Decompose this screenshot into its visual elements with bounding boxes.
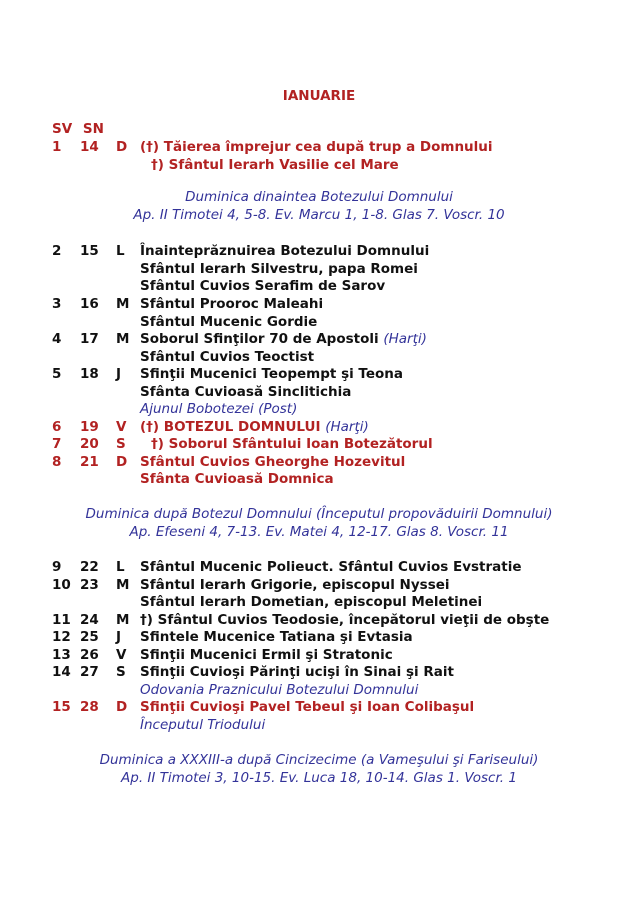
header-sn: SN — [82, 121, 104, 137]
row-sn: 23 — [80, 577, 99, 593]
sunday-readings: Ap. Efeseni 4, 7-13. Ev. Matei 4, 12-17. Glas 8. Voscr. 11 — [129, 524, 509, 540]
header-sv: SV — [52, 121, 73, 137]
row-text: †) Sfântul Cuvios Teodosie, începătorul vieţii de obşte — [140, 612, 550, 628]
column-header — [52, 121, 104, 137]
row-day: M — [116, 331, 130, 347]
row-sv: 5 — [52, 366, 62, 382]
row-text: Sfânta Cuvioasă Sinclitichia — [140, 384, 352, 400]
row-sn: 16 — [80, 296, 99, 312]
row-sn: 22 — [80, 559, 99, 575]
row-sv: 14 — [52, 664, 71, 680]
row-sv: 8 — [52, 454, 62, 470]
row-text: Sfântul Ierarh Silvestru, papa Romei — [140, 261, 418, 277]
row-text: Sfântul Cuvios Serafim de Sarov — [140, 278, 386, 294]
row-sv: 15 — [52, 699, 71, 715]
row-sn: 21 — [80, 454, 99, 470]
row-note: Ajunul Bobotezei (Post) — [140, 401, 298, 417]
row-day: J — [116, 366, 122, 382]
row-text: Sfântul Cuvios Teoctist — [140, 349, 315, 365]
row-sv: 11 — [52, 612, 71, 628]
row-text-note: (Harţi) — [325, 419, 369, 435]
row-sv: 3 — [52, 296, 62, 312]
sunday-readings: Ap. II Timotei 4, 5-8. Ev. Marcu 1, 1-8. Glas 7. Voscr. 10 — [133, 207, 505, 223]
row-sv: 1 — [52, 139, 62, 155]
row-text: Sfinţii Mucenici Teopempt şi Teona — [140, 366, 403, 382]
row-sv: 2 — [52, 243, 62, 259]
row-text: Sfântul Mucenic Gordie — [140, 314, 318, 330]
row-sv: 6 — [52, 419, 62, 435]
row-text: Sfinţii Cuvioşi Pavel Tebeul şi Ioan Colibaşul — [140, 699, 475, 715]
row-text-main: Soborul Sfinţilor 70 de Apostoli — [140, 331, 379, 347]
row-text: Sfântul Cuvios Gheorghe Hozevitul — [140, 454, 406, 470]
row-text: †) Soborul Sfântului Ioan Botezătorul — [151, 436, 433, 452]
row-text — [140, 419, 369, 435]
row-sn: 20 — [80, 436, 99, 452]
row-text: Sfintele Mucenice Tatiana şi Evtasia — [140, 629, 413, 645]
row-sv: 13 — [52, 647, 71, 663]
row-day: L — [116, 559, 125, 575]
row-text-main: (†) BOTEZUL DOMNULUI — [140, 419, 321, 435]
row-sn: 28 — [80, 699, 99, 715]
row-day: D — [116, 139, 128, 155]
row-sn: 24 — [80, 612, 99, 628]
row-day: S — [116, 436, 126, 452]
row-sn: 19 — [80, 419, 99, 435]
row-text: Sfântul Mucenic Polieuct. Sfântul Cuvios Evstratie — [140, 559, 522, 575]
row-text: Sfânta Cuvioasă Domnica — [140, 471, 334, 487]
row-day: V — [116, 419, 127, 435]
row-sv: 9 — [52, 559, 62, 575]
row-sn: 14 — [80, 139, 99, 155]
sunday-title: Duminica a XXXIII-a după Cincizecime (a Vameşului şi Fariseului) — [99, 752, 539, 768]
row-sn: 18 — [80, 366, 99, 382]
row-text: Sfinţii Cuvioşi Părinţi ucişi în Sinai şi Rait — [140, 664, 454, 680]
sunday-title: Duminica dinaintea Botezului Domnului — [185, 189, 453, 205]
row-day: S — [116, 664, 126, 680]
row-note: Odovania Praznicului Botezului Domnului — [140, 682, 419, 698]
row-text-note: (Harţi) — [383, 331, 427, 347]
row-day: M — [116, 612, 130, 628]
row-sn: 26 — [80, 647, 99, 663]
row-text: (†) Tăierea împrejur cea după trup a Domnului — [140, 139, 493, 155]
row-text: Sfântul Ierarh Dometian, episcopul Meletinei — [140, 594, 483, 610]
row-text — [140, 331, 427, 347]
row-day: M — [116, 296, 130, 312]
row-day: D — [116, 454, 128, 470]
row-day: M — [116, 577, 130, 593]
row-day: D — [116, 699, 128, 715]
row-sv: 12 — [52, 629, 71, 645]
row-sn: 27 — [80, 664, 99, 680]
row-sv: 7 — [52, 436, 62, 452]
row-day: L — [116, 243, 125, 259]
sunday-title: Duminica după Botezul Domnului (Începutul propovăduirii Domnului) — [85, 506, 553, 522]
row-sn: 17 — [80, 331, 99, 347]
row-day: V — [116, 647, 127, 663]
row-text: †) Sfântul Ierarh Vasilie cel Mare — [151, 157, 399, 173]
sunday-readings: Ap. II Timotei 3, 10-15. Ev. Luca 18, 10-14. Glas 1. Voscr. 1 — [121, 770, 517, 786]
row-sn: 25 — [80, 629, 99, 645]
row-sv: 10 — [52, 577, 71, 593]
month-title: IANUARIE — [282, 88, 356, 104]
row-day: J — [116, 629, 122, 645]
row-text: Înainteprăznuirea Botezului Domnului — [140, 243, 430, 259]
row-sn: 15 — [80, 243, 99, 259]
row-text: Sfântul Prooroc Maleahi — [140, 296, 324, 312]
row-note: Începutul Triodului — [140, 717, 266, 733]
row-text: Sfântul Ierarh Grigorie, episcopul Nyssei — [140, 577, 450, 593]
row-text: Sfinţii Mucenici Ermil şi Stratonic — [140, 647, 393, 663]
row-sv: 4 — [52, 331, 62, 347]
